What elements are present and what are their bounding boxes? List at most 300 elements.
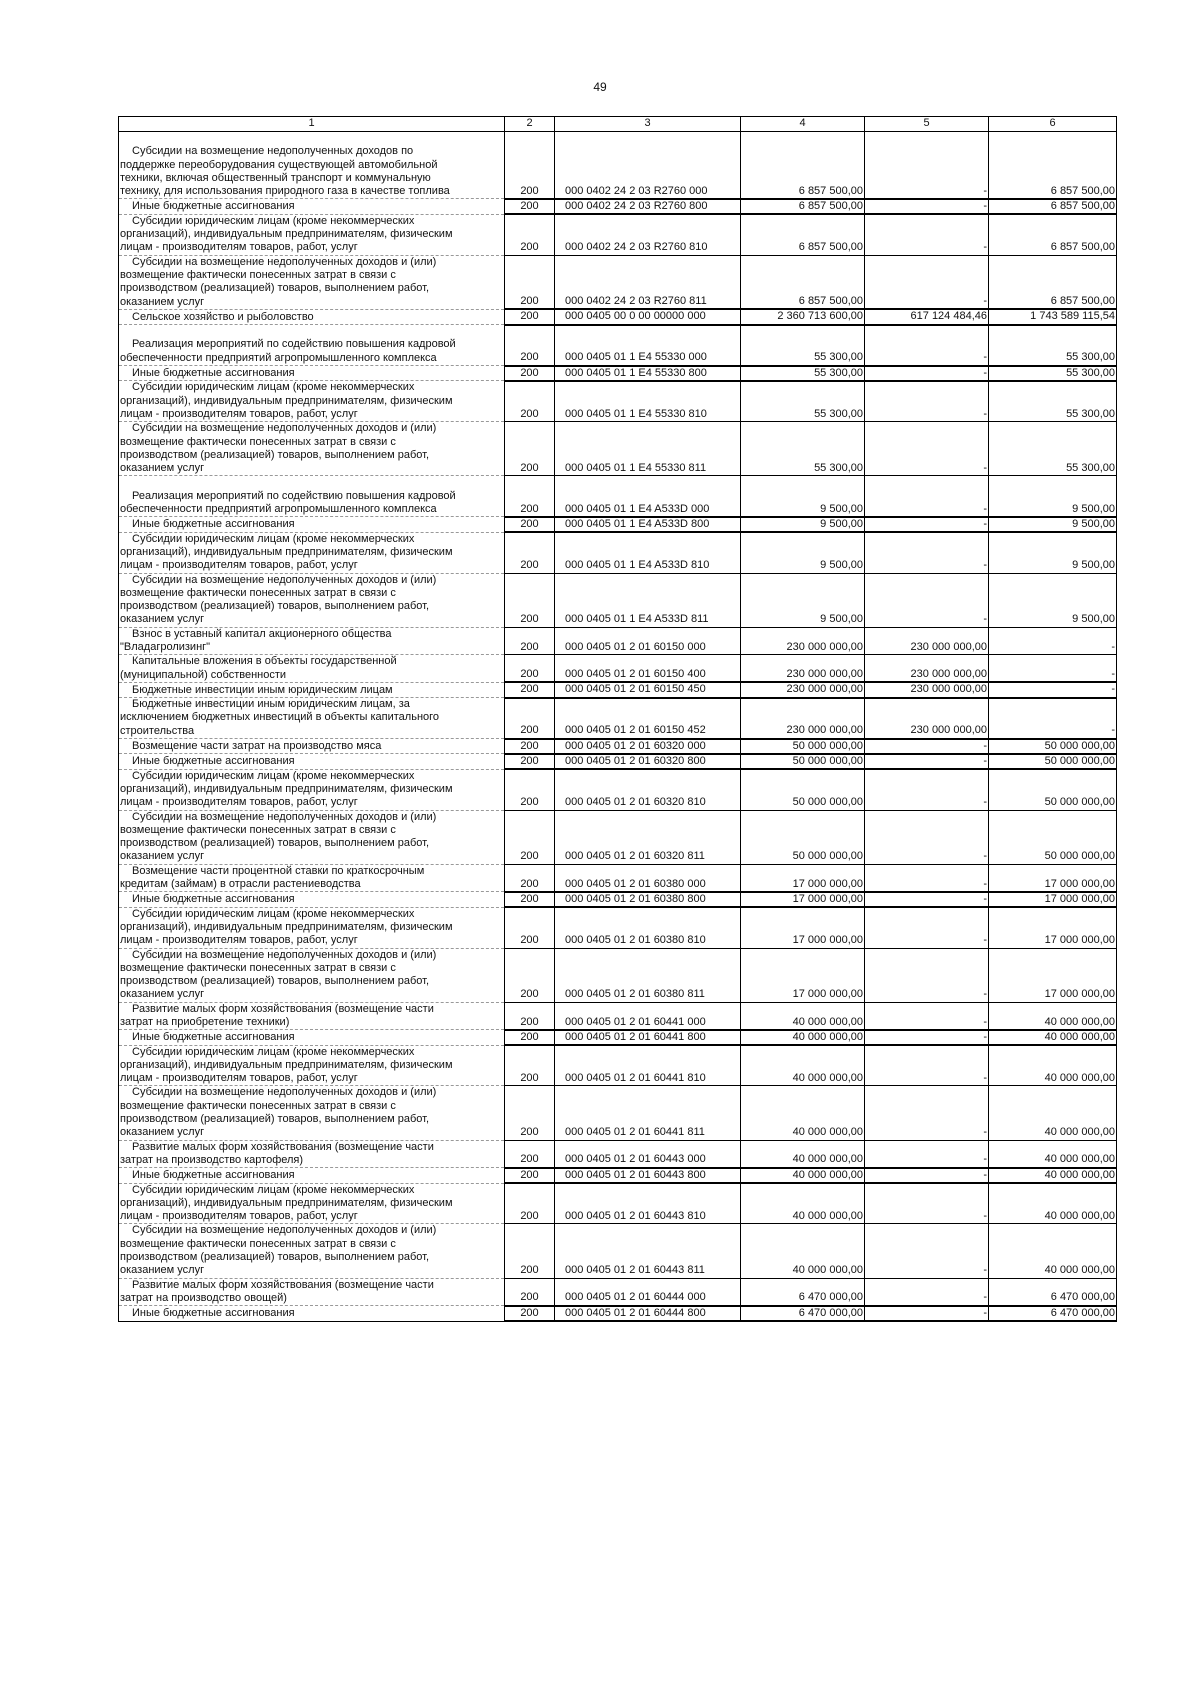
- row-classification-code: 000 0405 01 2 01 60443 800: [555, 1168, 741, 1183]
- table-row: [119, 1002, 1117, 1030]
- description-line: оказанием услуг: [120, 1264, 205, 1277]
- row-remaining-amount: 9 500,00: [989, 517, 1117, 532]
- row-description: [119, 1045, 505, 1086]
- description-line: Субсидии на возмещение недополученных доходов и (или): [132, 255, 437, 268]
- table-row: [119, 754, 1117, 769]
- column-header-1: 1: [119, 117, 505, 132]
- description-line: лицам - производителям товаров, работ, услуг: [120, 1072, 358, 1085]
- description-line: возмещение фактически понесенных затрат в связи с: [120, 1099, 396, 1112]
- row-approved-amount: 40 000 000,00: [741, 1045, 865, 1086]
- row-executed-amount: -: [865, 1002, 989, 1030]
- table-row: [119, 1045, 1117, 1086]
- row-remaining-amount: 6 857 500,00: [989, 132, 1117, 199]
- row-executed-amount: -: [865, 769, 989, 810]
- description-line: Иные бюджетные ассигнования: [132, 1169, 295, 1182]
- row-code: 200: [505, 366, 555, 381]
- description-line: организаций), индивидуальным предпринимателям, физическим: [120, 920, 453, 933]
- row-classification-code: 000 0405 01 2 01 60150 400: [555, 655, 741, 683]
- table-row: [119, 739, 1117, 754]
- description-line: (муниципальной) собственности: [120, 668, 287, 681]
- row-description: [119, 1002, 505, 1030]
- description-line: Субсидии на возмещение недополученных доходов и (или): [132, 810, 437, 823]
- row-executed-amount: -: [865, 422, 989, 476]
- row-code: 200: [505, 1140, 555, 1168]
- row-remaining-amount: 40 000 000,00: [989, 1140, 1117, 1168]
- row-classification-code: 000 0405 00 0 00 00000 000: [555, 309, 741, 324]
- row-description: [119, 366, 505, 381]
- row-approved-amount: 55 300,00: [741, 366, 865, 381]
- row-executed-amount: -: [865, 1168, 989, 1183]
- description-line: организаций), индивидуальным предпринимателям, физическим: [120, 782, 453, 795]
- row-executed-amount: -: [865, 381, 989, 422]
- row-remaining-amount: 17 000 000,00: [989, 907, 1117, 948]
- row-description: [119, 1140, 505, 1168]
- row-executed-amount: -: [865, 517, 989, 532]
- table-row: [119, 476, 1117, 517]
- row-remaining-amount: -: [989, 698, 1117, 739]
- row-executed-amount: -: [865, 1224, 989, 1278]
- row-code: 200: [505, 892, 555, 907]
- description-line: организаций), индивидуальным предпринимателям, физическим: [120, 1196, 453, 1209]
- row-approved-amount: 55 300,00: [741, 381, 865, 422]
- description-line: Субсидии на возмещение недополученных доходов и (или): [132, 948, 437, 961]
- row-executed-amount: -: [865, 573, 989, 627]
- row-executed-amount: 230 000 000,00: [865, 627, 989, 655]
- row-classification-code: 000 0405 01 2 01 60320 811: [555, 810, 741, 864]
- row-classification-code: 000 0405 01 2 01 60320 810: [555, 769, 741, 810]
- row-approved-amount: 50 000 000,00: [741, 769, 865, 810]
- row-executed-amount: -: [865, 1183, 989, 1224]
- description-line: производством (реализацией) товаров, выполнением работ,: [120, 282, 430, 295]
- description-line: Капитальные вложения в объекты государственной: [132, 655, 397, 668]
- column-header-5: 5: [865, 117, 989, 132]
- row-executed-amount: -: [865, 907, 989, 948]
- row-description: [119, 476, 505, 517]
- row-executed-amount: -: [865, 1278, 989, 1306]
- description-line: исключением бюджетных инвестиций в объекты капитального: [120, 711, 440, 724]
- table-row: [119, 682, 1117, 697]
- row-remaining-amount: 40 000 000,00: [989, 1183, 1117, 1224]
- row-classification-code: 000 0405 01 2 01 60441 000: [555, 1002, 741, 1030]
- row-description: [119, 132, 505, 199]
- row-classification-code: 000 0405 01 2 01 60443 811: [555, 1224, 741, 1278]
- table-row: [119, 199, 1117, 214]
- row-approved-amount: 6 857 500,00: [741, 199, 865, 214]
- description-line: лицам - производителям товаров, работ, услуг: [120, 407, 358, 420]
- description-line: обеспеченности предприятий агропромышленного комплекса: [120, 503, 437, 516]
- description-line: Иные бюджетные ассигнования: [132, 893, 295, 906]
- row-description: [119, 1183, 505, 1224]
- row-executed-amount: -: [865, 532, 989, 573]
- row-approved-amount: 230 000 000,00: [741, 698, 865, 739]
- description-line: производством (реализацией) товаров, выполнением работ,: [120, 975, 430, 988]
- description-line: производством (реализацией) товаров, выполнением работ,: [120, 837, 430, 850]
- row-description: [119, 1030, 505, 1045]
- row-executed-amount: -: [865, 255, 989, 309]
- row-description: [119, 325, 505, 366]
- row-description: [119, 627, 505, 655]
- page-number: 49: [593, 80, 607, 94]
- row-classification-code: 000 0405 01 2 01 60150 450: [555, 682, 741, 697]
- row-description: [119, 1168, 505, 1183]
- row-approved-amount: 17 000 000,00: [741, 948, 865, 1002]
- row-executed-amount: -: [865, 1045, 989, 1086]
- row-executed-amount: -: [865, 810, 989, 864]
- table-row: [119, 1030, 1117, 1045]
- row-code: 200: [505, 573, 555, 627]
- row-code: 200: [505, 325, 555, 366]
- row-description: [119, 655, 505, 683]
- row-remaining-amount: -: [989, 655, 1117, 683]
- row-executed-amount: -: [865, 325, 989, 366]
- description-line: оказанием услуг: [120, 613, 205, 626]
- description-line: Возмещение части процентной ставки по краткосрочным: [132, 864, 425, 877]
- row-description: [119, 214, 505, 255]
- row-code: 200: [505, 627, 555, 655]
- row-code: 200: [505, 739, 555, 754]
- row-approved-amount: 50 000 000,00: [741, 739, 865, 754]
- description-line: Возмещение части затрат на производство мяса: [132, 740, 382, 753]
- description-line: лицам - производителям товаров, работ, услуг: [120, 796, 358, 809]
- row-executed-amount: 230 000 000,00: [865, 698, 989, 739]
- row-remaining-amount: 17 000 000,00: [989, 864, 1117, 892]
- row-executed-amount: -: [865, 476, 989, 517]
- description-line: Сельское хозяйство и рыболовство: [132, 310, 314, 323]
- description-line: Развитие малых форм хозяйствования (возмещение части: [132, 1002, 434, 1015]
- description-line: Субсидии на возмещение недополученных доходов и (или): [132, 422, 437, 435]
- description-line: техники, включая общественный транспорт и коммунальную: [120, 171, 431, 184]
- table-row: [119, 532, 1117, 573]
- row-code: 200: [505, 517, 555, 532]
- row-classification-code: 000 0402 24 2 03 R2760 000: [555, 132, 741, 199]
- row-executed-amount: -: [865, 739, 989, 754]
- description-line: Развитие малых форм хозяйствования (возмещение части: [132, 1140, 434, 1153]
- table-row: [119, 655, 1117, 683]
- row-approved-amount: 40 000 000,00: [741, 1224, 865, 1278]
- description-line: Развитие малых форм хозяйствования (возмещение части: [132, 1278, 434, 1291]
- table-row: [119, 1140, 1117, 1168]
- row-classification-code: 000 0405 01 2 01 60441 811: [555, 1086, 741, 1140]
- row-code: 200: [505, 476, 555, 517]
- row-remaining-amount: 55 300,00: [989, 325, 1117, 366]
- row-approved-amount: 17 000 000,00: [741, 892, 865, 907]
- column-number-row: [119, 117, 1117, 132]
- row-executed-amount: -: [865, 214, 989, 255]
- row-code: 200: [505, 1224, 555, 1278]
- description-line: Субсидии на возмещение недополученных доходов и (или): [132, 573, 437, 586]
- description-line: обеспеченности предприятий агропромышленного комплекса: [120, 351, 437, 364]
- description-line: Иные бюджетные ассигнования: [132, 1031, 295, 1044]
- row-classification-code: 000 0405 01 1 E4 A533D 811: [555, 573, 741, 627]
- row-remaining-amount: 50 000 000,00: [989, 810, 1117, 864]
- row-code: 200: [505, 532, 555, 573]
- description-line: Взнос в уставный капитал акционерного общества: [132, 627, 392, 640]
- row-approved-amount: 9 500,00: [741, 573, 865, 627]
- row-remaining-amount: 6 470 000,00: [989, 1278, 1117, 1306]
- row-description: [119, 769, 505, 810]
- row-description: [119, 682, 505, 697]
- row-remaining-amount: 40 000 000,00: [989, 1045, 1117, 1086]
- row-code: 200: [505, 864, 555, 892]
- row-description: [119, 1278, 505, 1306]
- row-executed-amount: -: [865, 1140, 989, 1168]
- row-approved-amount: 230 000 000,00: [741, 682, 865, 697]
- row-remaining-amount: 6 857 500,00: [989, 214, 1117, 255]
- column-header-2: 2: [505, 117, 555, 132]
- description-line: Субсидии юридическим лицам (кроме некоммерческих: [132, 1183, 415, 1196]
- row-description: [119, 1224, 505, 1278]
- row-description: [119, 199, 505, 214]
- description-line: оказанием услуг: [120, 462, 205, 475]
- description-line: поддержке переоборудования существующей автомобильной: [120, 158, 438, 171]
- row-approved-amount: 2 360 713 600,00: [741, 309, 865, 324]
- row-code: 200: [505, 1086, 555, 1140]
- row-executed-amount: -: [865, 948, 989, 1002]
- description-line: производством (реализацией) товаров, выполнением работ,: [120, 1113, 430, 1126]
- table-body: [119, 132, 1117, 1322]
- row-approved-amount: 17 000 000,00: [741, 907, 865, 948]
- row-remaining-amount: 55 300,00: [989, 366, 1117, 381]
- row-classification-code: 000 0405 01 2 01 60380 800: [555, 892, 741, 907]
- row-classification-code: 000 0405 01 1 E4 55330 800: [555, 366, 741, 381]
- row-approved-amount: 50 000 000,00: [741, 754, 865, 769]
- row-code: 200: [505, 255, 555, 309]
- description-line: Субсидии на возмещение недополученных доходов по: [132, 145, 414, 158]
- table-row: [119, 1306, 1117, 1321]
- row-executed-amount: -: [865, 1030, 989, 1045]
- table-row: [119, 1086, 1117, 1140]
- description-line: Иные бюджетные ассигнования: [132, 518, 295, 531]
- row-classification-code: 000 0405 01 2 01 60443 810: [555, 1183, 741, 1224]
- row-description: [119, 532, 505, 573]
- row-code: 200: [505, 214, 555, 255]
- table-row: [119, 627, 1117, 655]
- description-line: возмещение фактически понесенных затрат в связи с: [120, 435, 396, 448]
- row-remaining-amount: 55 300,00: [989, 422, 1117, 476]
- row-remaining-amount: 40 000 000,00: [989, 1086, 1117, 1140]
- description-line: кредитам (займам) в отрасли растениеводства: [120, 878, 361, 891]
- row-code: 200: [505, 1030, 555, 1045]
- description-line: лицам - производителям товаров, работ, услуг: [120, 934, 358, 947]
- table-row: [119, 1224, 1117, 1278]
- description-line: Субсидии на возмещение недополученных доходов и (или): [132, 1086, 437, 1099]
- row-code: 200: [505, 682, 555, 697]
- row-classification-code: 000 0405 01 1 E4 55330 811: [555, 422, 741, 476]
- row-remaining-amount: 6 857 500,00: [989, 199, 1117, 214]
- row-classification-code: 000 0405 01 2 01 60380 000: [555, 864, 741, 892]
- description-line: Иные бюджетные ассигнования: [132, 200, 295, 213]
- row-description: [119, 309, 505, 324]
- row-executed-amount: 230 000 000,00: [865, 682, 989, 697]
- table-row: [119, 1278, 1117, 1306]
- row-approved-amount: 17 000 000,00: [741, 864, 865, 892]
- row-code: 200: [505, 1306, 555, 1321]
- row-remaining-amount: 40 000 000,00: [989, 1002, 1117, 1030]
- row-description: [119, 892, 505, 907]
- row-code: 200: [505, 1002, 555, 1030]
- row-executed-amount: -: [865, 1086, 989, 1140]
- description-line: Субсидии юридическим лицам (кроме некоммерческих: [132, 532, 415, 545]
- row-executed-amount: 617 124 484,46: [865, 309, 989, 324]
- row-code: 200: [505, 655, 555, 683]
- description-line: Иные бюджетные ассигнования: [132, 367, 295, 380]
- row-remaining-amount: 9 500,00: [989, 573, 1117, 627]
- table-row: [119, 948, 1117, 1002]
- row-classification-code: 000 0405 01 1 E4 55330 000: [555, 325, 741, 366]
- row-approved-amount: 40 000 000,00: [741, 1030, 865, 1045]
- description-line: возмещение фактически понесенных затрат в связи с: [120, 961, 396, 974]
- description-line: Иные бюджетные ассигнования: [132, 1307, 295, 1320]
- row-approved-amount: 9 500,00: [741, 517, 865, 532]
- row-code: 200: [505, 381, 555, 422]
- table-row: [119, 366, 1117, 381]
- row-approved-amount: 9 500,00: [741, 532, 865, 573]
- row-executed-amount: -: [865, 864, 989, 892]
- row-approved-amount: 50 000 000,00: [741, 810, 865, 864]
- row-description: [119, 1086, 505, 1140]
- row-description: [119, 698, 505, 739]
- row-approved-amount: 6 470 000,00: [741, 1306, 865, 1321]
- description-line: Субсидии юридическим лицам (кроме некоммерческих: [132, 1045, 415, 1058]
- row-classification-code: 000 0402 24 2 03 R2760 811: [555, 255, 741, 309]
- description-line: "Владагролизинг": [120, 640, 211, 653]
- description-line: оказанием услуг: [120, 850, 205, 863]
- row-classification-code: 000 0402 24 2 03 R2760 800: [555, 199, 741, 214]
- row-approved-amount: 40 000 000,00: [741, 1168, 865, 1183]
- description-line: затрат на производство овощей): [120, 1291, 287, 1304]
- row-approved-amount: 6 857 500,00: [741, 214, 865, 255]
- row-approved-amount: 6 857 500,00: [741, 132, 865, 199]
- row-remaining-amount: 40 000 000,00: [989, 1030, 1117, 1045]
- row-approved-amount: 40 000 000,00: [741, 1183, 865, 1224]
- row-approved-amount: 6 857 500,00: [741, 255, 865, 309]
- description-line: лицам - производителям товаров, работ, услуг: [120, 241, 358, 254]
- description-line: оказанием услуг: [120, 1126, 205, 1139]
- row-description: [119, 754, 505, 769]
- row-description: [119, 948, 505, 1002]
- table-row: [119, 309, 1117, 324]
- row-description: [119, 517, 505, 532]
- row-remaining-amount: 6 857 500,00: [989, 255, 1117, 309]
- description-line: оказанием услуг: [120, 295, 205, 308]
- row-description: [119, 907, 505, 948]
- description-line: Субсидии на возмещение недополученных доходов и (или): [132, 1224, 437, 1237]
- row-code: 200: [505, 810, 555, 864]
- description-line: Реализация мероприятий по содействию повышения кадровой: [132, 489, 456, 502]
- row-approved-amount: 55 300,00: [741, 325, 865, 366]
- row-remaining-amount: -: [989, 627, 1117, 655]
- description-line: Реализация мероприятий по содействию повышения кадровой: [132, 338, 456, 351]
- description-line: организаций), индивидуальным предпринимателям, физическим: [120, 1058, 453, 1071]
- row-classification-code: 000 0405 01 1 E4 A533D 810: [555, 532, 741, 573]
- row-classification-code: 000 0405 01 2 01 60380 810: [555, 907, 741, 948]
- row-code: 200: [505, 1045, 555, 1086]
- row-description: [119, 255, 505, 309]
- row-classification-code: 000 0405 01 2 01 60441 800: [555, 1030, 741, 1045]
- row-classification-code: 000 0402 24 2 03 R2760 810: [555, 214, 741, 255]
- table-row: [119, 1183, 1117, 1224]
- table-row: [119, 1168, 1117, 1183]
- row-code: 200: [505, 698, 555, 739]
- row-code: 200: [505, 907, 555, 948]
- row-remaining-amount: 17 000 000,00: [989, 948, 1117, 1002]
- description-line: организаций), индивидуальным предпринимателям, физическим: [120, 394, 453, 407]
- description-line: лицам - производителям товаров, работ, услуг: [120, 559, 358, 572]
- row-classification-code: 000 0405 01 2 01 60443 000: [555, 1140, 741, 1168]
- table-row: [119, 573, 1117, 627]
- row-description: [119, 422, 505, 476]
- row-code: 200: [505, 948, 555, 1002]
- row-approved-amount: 6 470 000,00: [741, 1278, 865, 1306]
- row-remaining-amount: 40 000 000,00: [989, 1224, 1117, 1278]
- row-classification-code: 000 0405 01 2 01 60320 000: [555, 739, 741, 754]
- row-remaining-amount: 1 743 589 115,54: [989, 309, 1117, 324]
- description-line: производством (реализацией) товаров, выполнением работ,: [120, 448, 430, 461]
- row-approved-amount: 40 000 000,00: [741, 1140, 865, 1168]
- row-remaining-amount: 50 000 000,00: [989, 769, 1117, 810]
- description-line: производством (реализацией) товаров, выполнением работ,: [120, 1251, 430, 1264]
- description-line: организаций), индивидуальным предпринимателям, физическим: [120, 545, 453, 558]
- row-remaining-amount: 55 300,00: [989, 381, 1117, 422]
- table-row: [119, 255, 1117, 309]
- row-code: 200: [505, 199, 555, 214]
- description-line: лицам - производителям товаров, работ, услуг: [120, 1210, 358, 1223]
- description-line: Бюджетные инвестиции иным юридическим лицам, за: [132, 698, 410, 711]
- row-executed-amount: -: [865, 1306, 989, 1321]
- table-row: [119, 907, 1117, 948]
- description-line: производством (реализацией) товаров, выполнением работ,: [120, 600, 430, 613]
- column-header-3: 3: [555, 117, 741, 132]
- row-executed-amount: -: [865, 199, 989, 214]
- row-code: 200: [505, 754, 555, 769]
- row-code: 200: [505, 309, 555, 324]
- row-remaining-amount: 9 500,00: [989, 532, 1117, 573]
- row-remaining-amount: 50 000 000,00: [989, 739, 1117, 754]
- description-line: организаций), индивидуальным предпринимателям, физическим: [120, 228, 453, 241]
- table-row: [119, 892, 1117, 907]
- description-line: Субсидии юридическим лицам (кроме некоммерческих: [132, 214, 415, 227]
- row-classification-code: 000 0405 01 2 01 60444 000: [555, 1278, 741, 1306]
- description-line: возмещение фактически понесенных затрат в связи с: [120, 823, 396, 836]
- row-approved-amount: 55 300,00: [741, 422, 865, 476]
- row-description: [119, 810, 505, 864]
- row-classification-code: 000 0405 01 2 01 60441 810: [555, 1045, 741, 1086]
- row-description: [119, 1306, 505, 1321]
- row-remaining-amount: 50 000 000,00: [989, 754, 1117, 769]
- description-line: Иные бюджетные ассигнования: [132, 755, 295, 768]
- row-description: [119, 739, 505, 754]
- row-executed-amount: -: [865, 132, 989, 199]
- row-code: 200: [505, 769, 555, 810]
- description-line: Субсидии юридическим лицам (кроме некоммерческих: [132, 381, 415, 394]
- row-code: 200: [505, 1278, 555, 1306]
- table-row: [119, 325, 1117, 366]
- table-row: [119, 769, 1117, 810]
- row-remaining-amount: 40 000 000,00: [989, 1168, 1117, 1183]
- row-executed-amount: 230 000 000,00: [865, 655, 989, 683]
- row-classification-code: 000 0405 01 1 E4 A533D 800: [555, 517, 741, 532]
- row-description: [119, 864, 505, 892]
- description-line: строительства: [120, 724, 195, 737]
- row-executed-amount: -: [865, 366, 989, 381]
- row-approved-amount: 230 000 000,00: [741, 627, 865, 655]
- row-description: [119, 381, 505, 422]
- row-classification-code: 000 0405 01 2 01 60150 000: [555, 627, 741, 655]
- row-description: [119, 573, 505, 627]
- description-line: затрат на производство картофеля): [120, 1153, 304, 1166]
- row-executed-amount: -: [865, 892, 989, 907]
- row-approved-amount: 9 500,00: [741, 476, 865, 517]
